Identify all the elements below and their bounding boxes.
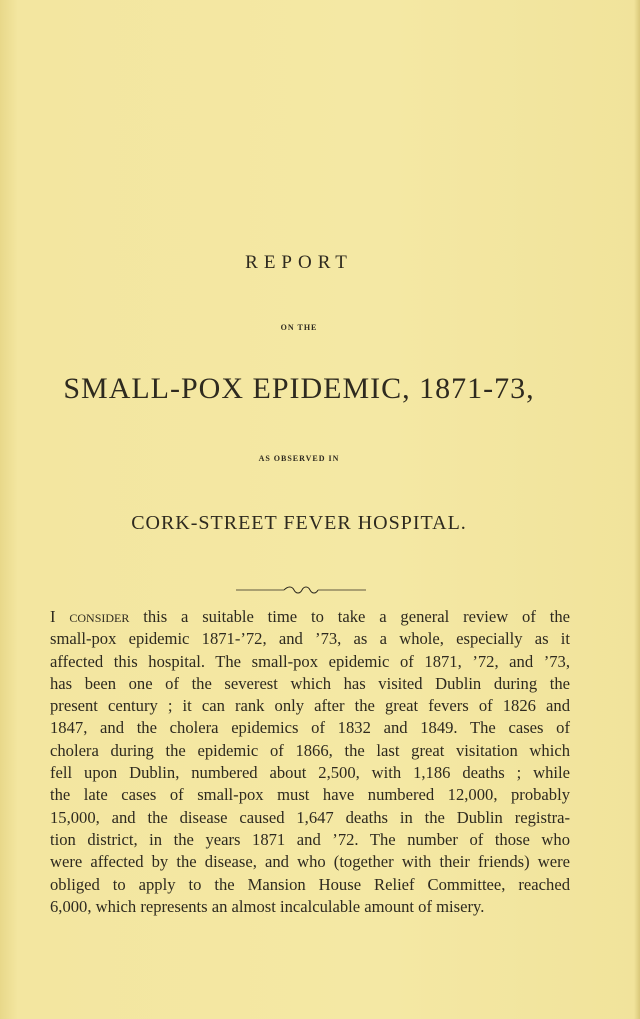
on-the-subheading: ON THE bbox=[280, 323, 318, 332]
text-line: 1847, and the cholera epidemics of 1832 and 1849. The cases of bbox=[50, 718, 570, 738]
main-title: SMALL-POX EPIDEMIC, 1871-73, bbox=[63, 372, 535, 405]
lead-words: I consider bbox=[50, 607, 130, 626]
text-line: 6,000, which represents an almost incalculable amount of misery. bbox=[50, 896, 485, 916]
text-line: 15,000, and the disease caused 1,647 deaths in the Dublin registra- bbox=[50, 807, 570, 827]
hospital-heading: CORK-STREET FEVER HOSPITAL. bbox=[131, 512, 467, 534]
text-line: present century ; it can rank only after the great fevers of 1826 and bbox=[50, 696, 570, 716]
body-paragraph bbox=[50, 606, 570, 918]
observed-in-subheading: AS OBSERVED IN bbox=[258, 454, 340, 463]
text-line: I consider this a suitable time to take a general review of the bbox=[50, 607, 570, 626]
report-heading: REPORT bbox=[245, 252, 353, 273]
text-line: affected this hospital. The small-pox epidemic of 1871, ’72, and ’73, bbox=[50, 651, 570, 671]
ornament-divider-icon bbox=[236, 585, 366, 595]
text-line: obliged to apply to the Mansion House Relief Committee, reached bbox=[50, 874, 570, 894]
text-line: small-pox epidemic 1871-’72, and ’73, as a whole, especially as it bbox=[50, 629, 570, 649]
text-line: has been one of the severest which has visited Dublin during the bbox=[50, 673, 570, 693]
text-line: were affected by the disease, and who (together with their friends) were bbox=[50, 852, 570, 872]
text-line: cholera during the epidemic of 1866, the last great visitation which bbox=[50, 740, 570, 760]
text-line: the late cases of small-pox must have numbered 12,000, probably bbox=[50, 785, 570, 805]
text-line: tion district, in the years 1871 and ’72. The number of those who bbox=[50, 829, 570, 849]
text-line: fell upon Dublin, numbered about 2,500, with 1,186 deaths ; while bbox=[50, 763, 570, 783]
